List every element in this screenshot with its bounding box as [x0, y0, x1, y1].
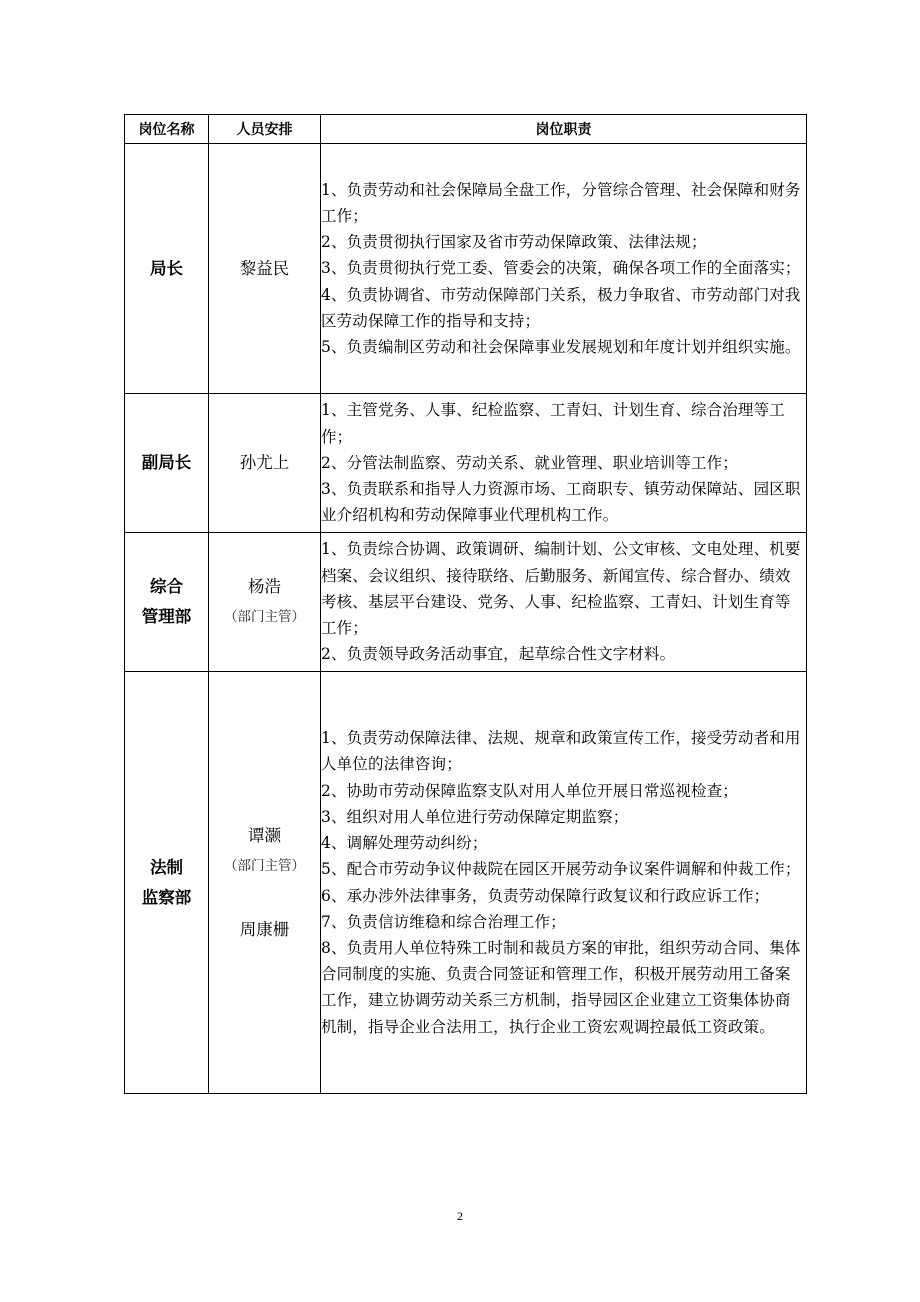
- duty-item: 1、负责劳动和社会保障局全盘工作，分管综合管理、社会保障和财务工作；: [321, 180, 801, 225]
- header-duties: 岗位职责: [321, 115, 807, 144]
- staff-name: 孙尤上: [239, 453, 290, 472]
- staff-name: 杨浩: [248, 577, 281, 596]
- duty-item: 2、协助市劳动保障监察支队对用人单位开展日常巡视检查；: [321, 781, 738, 800]
- position-cell: [125, 394, 209, 533]
- duties-cell: [321, 394, 807, 533]
- staff-cell: [209, 533, 321, 672]
- staff-role-note: （部门主管）: [224, 609, 305, 625]
- position-cell: [125, 672, 209, 1094]
- duties-cell: [321, 672, 807, 1094]
- table-row: [125, 144, 807, 394]
- staff-name: 黎益民: [239, 258, 290, 278]
- duty-item: 3、组织对用人单位进行劳动保障定期监察；: [321, 807, 629, 826]
- duty-item: 2、负责贯彻执行国家及省市劳动保障政策、法律法规；: [321, 233, 707, 252]
- duty-item: 5、负责编制区劳动和社会保障事业发展规划和年度计划并组织实施。: [321, 338, 801, 356]
- staff-name: 谭灏: [248, 825, 281, 845]
- spacer: [209, 881, 320, 915]
- duty-item: 1、主管党务、人事、纪检监察、工青妇、计划生育、综合治理等工作；: [321, 401, 785, 446]
- duty-item: 2、负责领导政务活动事宜，起草综合性文字材料。: [321, 645, 676, 664]
- duty-table: [124, 114, 807, 1094]
- position-label: 副局长: [141, 453, 192, 472]
- duty-item: 8、负责用人单位特殊工时制和裁员方案的审批，组织劳动合同、集体合同制度的实施、负责合同签证和管理工作，积极开展劳动用工备案工作，建立协调劳动关系三方机制，指导园区企业建立工资集体协商机制，指导企业合法用工，执行企业工资宏观调控最低工资政策。: [321, 938, 801, 1036]
- duty-item: 3、负责联系和指导人力资源市场、工商职专、镇劳动保障站、园区职业介绍机构和劳动保障事业代理机构工作。: [321, 480, 801, 525]
- page-number: 2: [457, 1209, 463, 1223]
- staff-cell: [209, 672, 321, 1094]
- duty-item: 2、分管法制监察、劳动关系、就业管理、职业培训等工作；: [321, 453, 738, 472]
- staff-role-note: （部门主管）: [224, 857, 305, 874]
- position-label-line: 综合: [150, 577, 183, 596]
- duty-item: 5、配合市劳动争议仲裁院在园区开展劳动争议案件调解和仲裁工作；: [321, 860, 801, 879]
- position-cell: [125, 533, 209, 672]
- position-label-line: 监察部: [141, 887, 192, 907]
- duty-item: 4、调解处理劳动纠纷；: [321, 834, 488, 853]
- duties-cell: [321, 144, 807, 394]
- table-row: [125, 394, 807, 533]
- duty-item: 1、负责综合协调、政策调研、编制计划、公文审核、文电处理、机要档案、会议组织、接待联络、后勤服务、新闻宣传、综合督办、绩效考核、基层平台建设、党务、人事、纪检监察、工青妇、计划生育等工作；: [321, 540, 801, 638]
- staff-cell: [209, 144, 321, 394]
- position-label-line: 法制: [150, 857, 183, 877]
- staff-name: 周康栅: [239, 919, 290, 939]
- table-header-row: [125, 115, 807, 144]
- header-staff: 人员安排: [209, 115, 321, 144]
- table-row: [125, 672, 807, 1094]
- duty-item: 3、负责贯彻执行党工委、管委会的决策，确保各项工作的全面落实；: [321, 259, 801, 278]
- table-row: [125, 533, 807, 672]
- header-position: 岗位名称: [125, 115, 209, 144]
- duty-item: 1、负责劳动保障法律、法规、规章和政策宣传工作，接受劳动者和用人单位的法律咨询；: [321, 729, 801, 774]
- duty-item: 4、负责协调省、市劳动保障部门关系，极力争取省、市劳动部门对我区劳动保障工作的指导和支持；: [321, 285, 801, 330]
- position-label: 局长: [150, 258, 183, 278]
- position-label-line: 管理部: [141, 607, 192, 626]
- position-cell: [125, 144, 209, 394]
- duty-item: 7、负责信访维稳和综合治理工作；: [321, 912, 566, 931]
- staff-cell: [209, 394, 321, 533]
- duties-cell: [321, 533, 807, 672]
- duty-item: 6、承办涉外法律事务，负责劳动保障行政复议和行政应诉工作；: [321, 886, 770, 905]
